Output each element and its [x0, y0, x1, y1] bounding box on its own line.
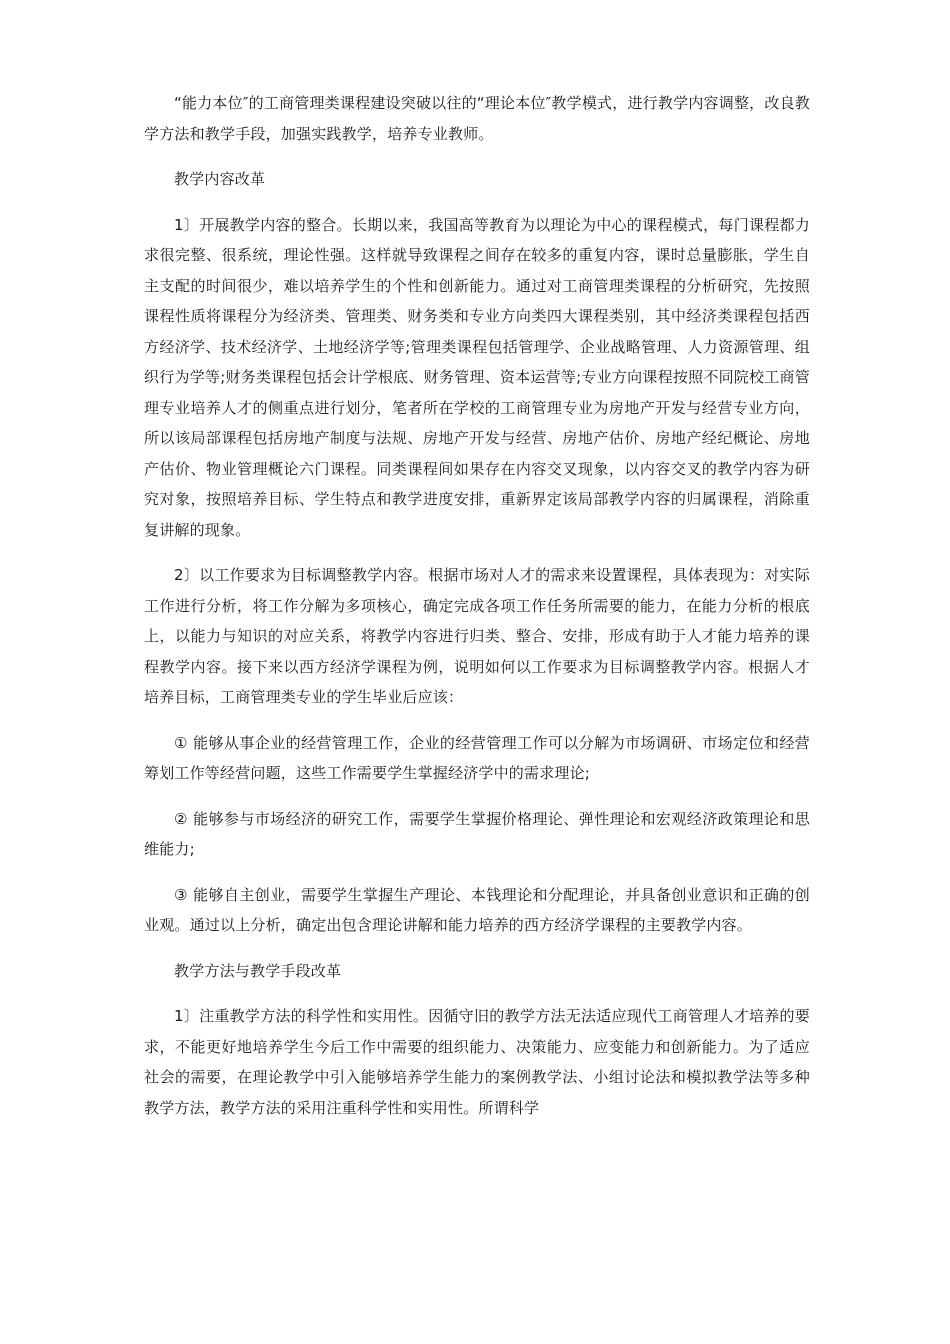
document-page — [144, 88, 810, 1123]
paragraph-content-integration: 1〕开展教学内容的整合。长期以来，我国高等教育为以理论为中心的课程模式，每门课程都力求很完整、很系统，理论性强。这样就导致课程之间存在较多的重复内容，课时总量膨胀，学生自主支配的时间很少，难以培养学生的个性和创新能力。通过对工商管理类课程的分析研究，先按照课程性质将课程分为经济类、管理类、财务类和专业方向类四大课程类别，其中经济类课程包括西方经济学、技术经济学、土地经济学等;管理类课程包括管理学、企业战略管理、人力资源管理、组织行为学等;财务类课程包括会计学根底、财务管理、资本运营等;专业方向课程按照不同院校工商管理专业培养人才的侧重点进行划分，笔者所在学校的工商管理专业为房地产开发与经营专业方向，所以该局部课程包括房地产制度与法规、房地产开发与经营、房地产估价、房地产经纪概论、房地产估价、物业管理概论六门课程。同类课程间如果存在内容交叉现象，以内容交叉的教学内容为研究对象，按照培养目标、学生特点和教学进度安排，重新界定该局部教学内容的归属课程，消除重复讲解的现象。 — [144, 215, 810, 539]
paragraph-teaching-methods: 1〕注重教学方法的科学性和实用性。因循守旧的教学方法无法适应现代工商管理人才培养的要求，不能更好地培养学生今后工作中需要的组织能力、决策能力、应变能力和创新能力。为了适应社会的需要，在理论教学中引入能够培养学生能力的案例教学法、小组讨论法和模拟教学法等多种教学方法，教学方法的采用注重科学性和实用性。所谓科学 — [144, 1007, 810, 1117]
intro-paragraph: “能力本位″的工商管理类课程建设突破以往的“理论本位″教学模式，进行教学内容调整，改良教学方法和教学手段，加强实践教学，培养专业教师。 — [144, 94, 810, 143]
paragraph-work-requirements: 2〕以工作要求为目标调整教学内容。根据市场对人才的需求来设置课程，具体表现为：对实际工作进行分析，将工作分解为多项核心，确定完成各项工作任务所需要的能力，在能力分析的根底上，以能力与知识的对应关系，将教学内容进行归类、整合、安排，形成有助于人才能力培养的课程教学内容。接下来以西方经济学课程为例，说明如何以工作要求为目标调整教学内容。根据人才培养目标，工商管理类专业的学生毕业后应该： — [144, 566, 810, 706]
section-heading-teaching-methods: 教学方法与教学手段改革 — [174, 961, 342, 980]
list-item-3: ③ 能够自主创业，需要学生掌握生产理论、本钱理论和分配理论，并具备创业意识和正确的创业观。通过以上分析，确定出包含理论讲解和能力培养的西方经济学课程的主要教学内容。 — [144, 885, 810, 934]
section-heading-teaching-content: 教学内容改革 — [174, 170, 266, 188]
list-item-1: ① 能够从事企业的经营管理工作，企业的经营管理工作可以分解为市场调研、市场定位和经营筹划工作等经营问题，这些工作需要学生掌握经济学中的需求理论; — [144, 733, 810, 782]
list-item-2: ② 能够参与市场经济的研究工作，需要学生掌握价格理论、弹性理论和宏观经济政策理论和思维能力; — [144, 809, 810, 858]
